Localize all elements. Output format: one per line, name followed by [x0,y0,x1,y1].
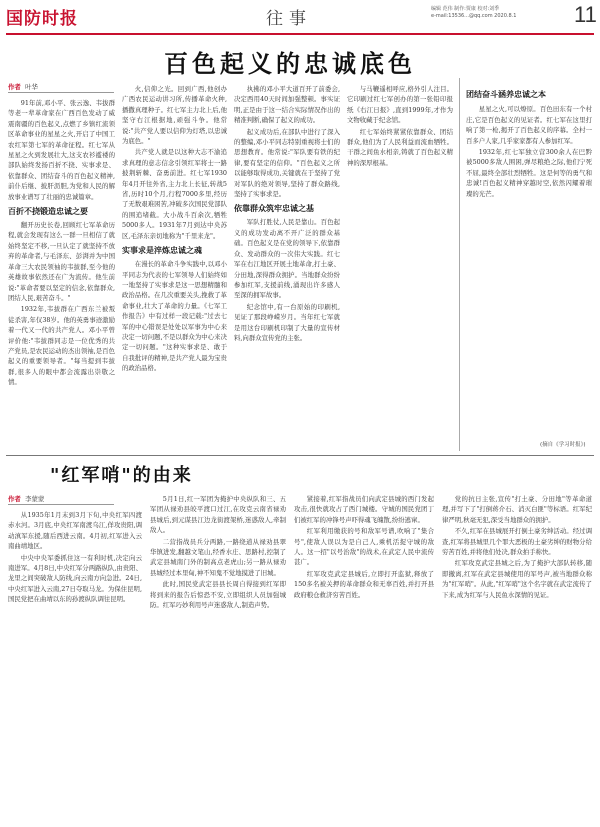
paragraph: 此时,国民党武定县县长周自得接到红军即将到来的报告后惊恐不安,立即组织人员加强城防。红军巧妙利用号声迷惑敌人,制造声势。 [150,580,286,610]
source-credit: (摘自《学习时报》) [540,442,586,448]
story1-column-2 [122,84,227,450]
byline-author: 李蒙蒙 [25,495,45,503]
header-divider [6,33,594,35]
story1-column-1 [8,98,115,450]
paragraph: 不久,红军在县城展开打倒土豪劣绅活动。经过调查,红军将县城里几个罪大恶极的土豪劣绅的财物分给穷苦百姓,并将他们处决,群众拍手称快。 [442,527,592,557]
email-line: e-mail:13536...@qq.com 2020.8.1 [431,13,517,19]
byline-divider [8,504,114,505]
masthead [6,2,597,34]
story1-headline: 百色起义的忠诚底色 [164,49,416,78]
subheading: 团结奋斗涵养忠诚之本 [466,90,546,99]
paragraph: 91年前,邓小平、张云逸、韦拔群等老一辈革命家在广西百色发动了威震南疆的百色起义,点燃了乡镇红流领区革命事业的星星之火,开启了中国工农红军第七军的革命征程。红七军从星星之火到发展壮大,这支农衫褴褛的部队始终发扬百折不挠、实事求是、依靠群众、团结奋斗的百色起义精神,前仆后继、披肝沥胆,为党和人民的解放事业谱写了壮丽的忠诚篇章。 [8,99,115,201]
paragraph: 二营指战员兵分两路,一路绕道从禄劝县翠华镇进发,翻越文笔山,经香水庄、思路村,控制了武定县城南门外的制高点老虎山;另一路从禄劝县城经过本里甸,神不知鬼不觉地摸进了旧城。 [150,537,286,577]
byline-label: 作者 [8,495,21,503]
story1-column-4a [347,84,453,450]
paragraph: 共产党人就是以这种大志不渝追求真理的意志信念引领红军将士一路披荆斩棘、奋勇前进。红七军1930年4月开往外省,主力北上长征,转战5省,历时10个月,行程7000多里,经历了无数艰难困苦,冲破多次国民党部队的围追堵截。大小战斗百余次,牺牲5000多人。1931年7月到达中央苏区,毛泽东亲切地称为"千里来龙"。 [122,148,227,240]
paragraph: 1932年,红七军独立营300余人在巴黔被5000多敌人围困,弹尽粮绝之际,他们宁死不屈,最终全部壮烈牺牲。这是何等的勇气和忠诚!百色起义精神穿越时空,依然闪耀着璀璨的光芒。 [466,148,592,198]
paragraph: 中央中央军委抓住这一有利时机,决定向云南进军。4月8日,中央红军分两路纵队,由贵阳、龙里之间突破敌人防线,向云南方向急进。24日,中央红军进入云南,27日夺取马龙。为保住昆明,国民党把在曲靖以东的孙渡纵队调往昆明。 [8,553,142,604]
paragraph: 在漫长的革命斗争实践中,以邓小平同志为代表的七军领导人们始终如一地坚持了实事求是这一思想精髓和政治品格。在几次重要关头,挽救了革命事业,壮大了革命的力量。《七军工作报告》中有过样一段记载:"过去七军的中心错误是处处以军事为中心来决定一切问题,不是以群众为中心来决定一切问题。"这种实事求是、敢于自我批评的精神,是共产党人最为宝贵的政治品格。 [122,260,227,373]
paragraph: 星星之火,可以燎原。百色田东有一个村庄,它是百色起义的见证者。红七军在这里打响了第一枪,揭开了百色起义的序幕。全村一百多户人家,几乎家家都有人参加红军。 [466,105,592,145]
paragraph: 军队打胜仗,人民是靠山。百色起义的成功发动离不开广泛的群众基础。百色起义是在党的领导下,依靠群众、发动群众的一次伟大实践。红七军在右江地区开展土地革命,打土豪、分田地,深得群众拥护。当地群众纷纷参加红军,支援前线,涌现出许多感人至深的拥军故事。 [234,218,340,300]
paragraph: 紧接着,红军指战员们向武定县城的西门发起攻击,很快就攻占了西门城楼。守城的国民党团丁们被红军的冲锋号声吓得魂飞魄散,纷纷逃窜。 [294,495,434,524]
story1-byline [8,82,38,91]
paragraph: 执拂的邓小平大道百开了前委会,决定西用40天时间加强整顿。事实证明,正是由于这一结合实际情况作出的精准判断,确保了起义的成功。 [234,85,340,125]
subheading: 依靠群众筑牢忠诚之基 [234,204,314,214]
subheading: 百折不挠锻造忠诚之要 [8,207,88,217]
paragraph: 从1935年1月末到3月下旬,中央红军四渡赤水河。3月底,中央红军南渡乌江,佯攻贵阳,调动滇军东援,随后西进云南。4月初,红军进入云南曲靖地区。 [8,511,142,551]
paragraph: 纪念馆中,有一台原始的印刷机,见证了那段峥嵘岁月。当年红七军就是用这台印刷机印制了大量的宣传材料,向群众宣传党的主张。 [234,302,340,342]
paragraph: 火,信仰之光。回到广西,他创办广西农民运动讲习所,传播革命火种,播撒真理种子。红七军主力北上后,他坚守右江根据地,顽强斗争。他常说:"共产党人要以信仰为灯塔,以忠诚为底色。" [122,85,227,146]
newspaper-brand: 国防时报 [6,9,78,29]
byline-label: 作者 [8,83,21,91]
page-number: 11 [574,2,597,27]
column-divider [459,78,460,451]
story2-byline [8,494,44,503]
story2-headline: "红军哨"的由来 [50,465,193,486]
story2-column-2 [150,494,286,822]
paragraph: 1932年,韦拔群在广西东兰被叛徒杀害,年仅38岁。他的英勇事迹激励着一代又一代的共产党人。邓小平曾评价他:"韦拔群同志是一位优秀的共产党员,是农民运动的杰出领袖,是百色起义的重要领导者。"每当提到韦拔群,很多人的眼中都会流露出崇敬之情。 [8,305,115,387]
story2-column-4 [442,494,592,822]
byline-divider [8,92,114,93]
byline-author: 叶华 [25,83,38,91]
editor-line: 编辑 范伟 制作:贾康 校对:刘季 [431,6,500,12]
paragraph: 红七军始终紧紧依靠群众、团结群众,他们为了人民利益而流血牺牲。干群之间鱼水相亲,铸就了百色起义精神的深厚根基。 [347,127,453,167]
paragraph: 起义成功后,在部队中进行了深入的整编,邓小平同志特别重视将士们的思想教育。他常说:"军队要有铁的纪律,要有坚定的信仰。"百色起义之所以能够取得成功,关键就在于坚持了党对军队的绝对领导,坚持了群众路线,坚持了实事求是。 [234,127,340,199]
section-title: 往事 [266,9,312,29]
story2-column-1 [8,510,142,822]
paragraph: 5月1日,红一军团为掩护中央纵队和三、五军团从禄劝县皎平渡口过江,在攻克云南省禄劝县城后,到元谋县江边龙街渡架桥,迷惑敌人,牵制敌人。 [150,495,286,535]
paragraph: 翻开历史长卷,回顾红七军革命历程,就会发现有这么一群一旦相信了就始终坚定不移,一旦认定了就坚持不放弃的革命者,与毛泽东、彭湃并为中国革命三大农民领袖的韦拔群,至今他的英雄故事依然还在广为流传。他生前说:"革命者要以坚定的信念,依靠群众,团结人民,艰苦奋斗。" [8,221,115,302]
editor-info [431,6,571,20]
story1-column-4b [466,84,592,450]
subheading: 实事求是淬炼忠诚之魂 [122,246,202,256]
paragraph: 与马鞭遥相呼应,格外引人注目。它印刷过红七军创办的第一张铅印报纸《右江日报》,直到1999年,才作为文物收藏于纪念馆。 [347,85,453,125]
paragraph: 红军攻克武定县城后,立即打开监狱,释放了150多名被关押的革命群众和无辜百姓,并打开县政府粮仓救济穷苦百姓。 [294,569,434,599]
paragraph: 红军攻克武定县城之后,为了掩护大部队转移,随即撤离,红军在武定县城使用的军号声,被当地群众称为"红军哨"。从此,"红军哨"这个名字就在武定流传了下来,成为红军与人民鱼水深情的见证。 [442,559,592,599]
paragraph: 党的抗日主张,宣传"打土豪、分田地"等革命道理,并写下了"打倒蒋介石、消灭白匪"等标语。红军纪律严明,秋毫无犯,深受当地群众的拥护。 [442,495,592,524]
story1-column-3 [234,84,340,450]
story-divider [6,455,594,456]
story2-column-3 [294,494,434,822]
paragraph: 红军利用缴获的号和敌军号谱,吹响了"集合号",使敌人误以为是自己人,乘机活捉守城的敌人。这一招"以号治敌"的战术,在武定人民中流传甚广。 [294,527,434,567]
